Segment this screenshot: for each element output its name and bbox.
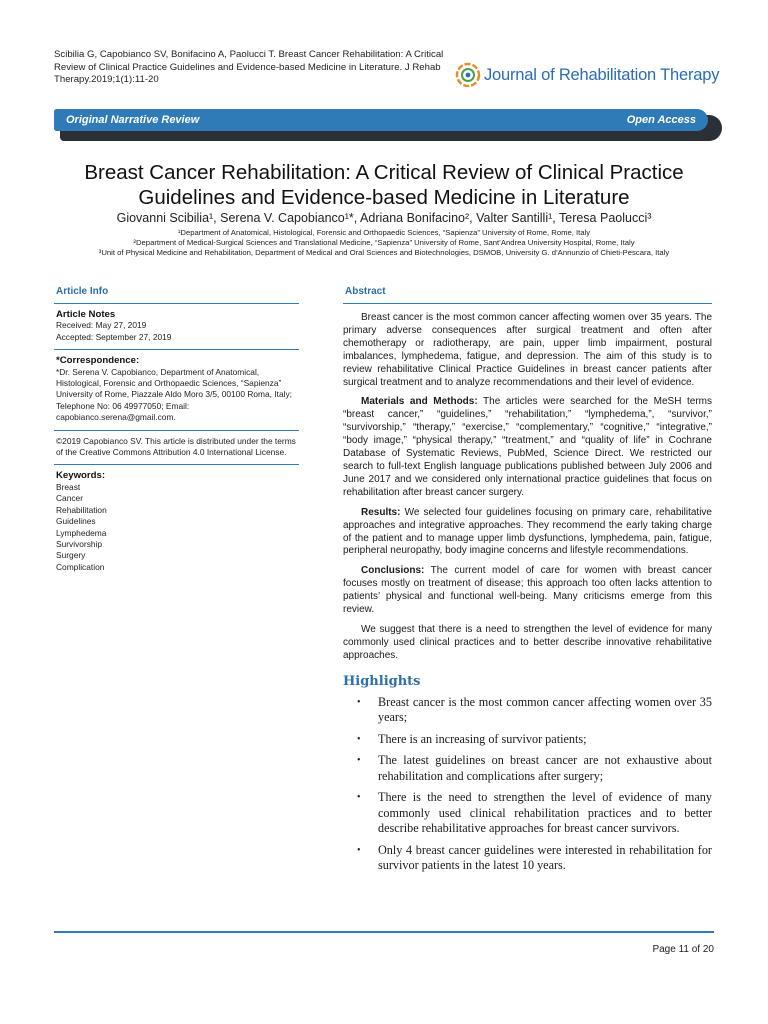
results-text: We selected four guidelines focusing on primary care, rehabilitative approaches and integrative approaches. They recommend the early taking charge of the patient and to manage upper limb dysfunctions, lymphedema, pain, fatigue, peripheral neuropathy, body imagine concerns and lifestyle recommendations.: [343, 506, 712, 557]
correspondence-text: *Dr. Serena V. Capobianco, Department of Anatomical, Histological, Forensic and Orthopaedic Sciences, “Sapienza” University of Rome, Piazzale Aldo Moro 3/5, 00100 Roma, Italy; Telephone No: 06 49977050; Email: capobianco.serena@gmail.com.: [56, 366, 293, 423]
highlights-heading: Highlights: [343, 673, 421, 689]
bullet-icon: •: [357, 696, 361, 708]
abstract-conclusions: [343, 565, 712, 617]
highlights-list: [343, 695, 712, 874]
keyword: Rehabilitation: [56, 504, 107, 515]
article-type-label: Original Narrative Review: [66, 114, 200, 126]
affiliation-1: ¹Department of Anatomical, Histological, Forensic and Orthopaedic Sciences, “Sapienza” University of Rome, Rome, Italy: [177, 228, 591, 237]
citation-text: Scibilia G, Capobianco SV, Bonifacino A, Paolucci T. Breast Cancer Rehabilitation: A Critical Review of Clinical Practice Guidelines and Evidence-based Medicine in Literature. J Rehab Therapy.2019;1(1):11-20: [54, 49, 444, 85]
correspondence-section: [54, 350, 299, 430]
journal-name: Journal of Rehabilitation Therapy: [484, 65, 720, 84]
author-list: Giovanni Scibilia¹, Serena V. Capobianco¹*, Adriana Bonifacino², Valter Santilli¹, Teresa Paolucci³: [116, 211, 652, 225]
abstract-results: [343, 507, 712, 559]
methods-text: The articles were searched for the MeSH terms “breast cancer,” “guidelines,” “rehabilitation,” “lymphedema,”, “survivor,” “survivorship,” “therapy,” “exercise,” “complementary,” “cognitive,” “integrative,” “body image,” “physical therapy,” “treatment,” and “quality of life” in Cochrane Database of Systematic Reviews, PubMed, Science Direct. We restricted our search to full-text English language publications published between July 2006 and June 2017 and we considered only international practice guidelines that focus on rehabilitation after breast cancer surgery.: [343, 396, 712, 498]
article-type-banner: [54, 109, 722, 141]
page-number: Page 11 of 20: [652, 944, 714, 955]
bullet-icon: •: [357, 792, 361, 804]
abstract-intro: Breast cancer is the most common cancer affecting women over 35 years. The primary adverse consequences after surgical treatment and often after chemotherapy or radiotherapy, are pain, upper limb impairment, postural imbalances, lymphedema, fatigue, and depression. The aim of this study is to review rehabilitative Clinical Practice Guidelines in breast cancer patients after surgical treatment and to analyze recommendations and their level of evidence.: [343, 312, 712, 388]
bullet-icon: •: [357, 844, 361, 856]
highlight-item: • There is the need to strengthen the level of evidence of many commonly used clinical rehabilitation practices and to better describe rehabilitative approaches for breast cancer survivors.: [357, 790, 712, 836]
license-section: [54, 431, 299, 466]
article-info-column: [54, 284, 299, 579]
results-label: Results:: [361, 506, 401, 518]
highlight-item: • Breast cancer is the most common cancer affecting women over 35 years;: [357, 694, 712, 725]
highlight-item: • Only 4 breast cancer guidelines were interested in rehabilitation for survivor patients in the latest 10 years.: [357, 842, 712, 873]
keyword: Survivorship: [56, 538, 103, 549]
open-access-label: Open Access: [626, 114, 696, 126]
footer-divider: [54, 931, 714, 933]
abstract-heading: Abstract: [343, 284, 712, 304]
conclusions-text: The current model of care for women with breast cancer focuses mostly on treatment of disease; this approach too often lacks attention to patients’ physical and functional well-being. Many criticisms emerge from this review.: [343, 565, 712, 616]
affiliations: [46, 228, 722, 259]
abstract-body: [343, 312, 712, 663]
conclusions-label: Conclusions:: [361, 565, 425, 577]
article-notes-label: Article Notes: [56, 309, 116, 320]
article-info-heading: Article Info: [54, 284, 299, 304]
article-notes-section: [54, 304, 299, 350]
highlight-item: • There is an increasing of survivor patients;: [357, 731, 587, 746]
abstract-column: [343, 284, 712, 880]
affiliation-3: ³Unit of Physical Medicine and Rehabilitation, Department of Medical and Oral Sciences and Biotechnologies, DSMOB, University G. d’Annunzio of Chieti-Pescara, Italy: [98, 248, 670, 258]
journal-brand: [455, 62, 719, 88]
keyword: Complication: [56, 561, 105, 572]
jrt-logo-icon: [455, 62, 481, 88]
received-date: Received: May 27, 2019: [56, 320, 147, 331]
license-text: ©2019 Capobianco SV. This article is distributed under the terms of the Creative Commons Attribution 4.0 International License.: [56, 435, 296, 458]
bullet-icon: •: [357, 755, 361, 767]
keyword: Breast: [56, 481, 81, 492]
bullet-icon: •: [357, 733, 361, 745]
keyword: Surgery: [56, 550, 86, 561]
keyword: Cancer: [56, 493, 83, 504]
article-title: Breast Cancer Rehabilitation: A Critical Review of Clinical Practice Guidelines and Evidence-based Medicine in Literature: [84, 161, 684, 209]
keywords-section: [54, 465, 299, 579]
keywords-label: Keywords:: [56, 470, 106, 482]
keyword: Guidelines: [56, 516, 96, 527]
correspondence-label: *Correspondence:: [56, 355, 140, 367]
abstract-methods: [343, 396, 712, 499]
abstract-closing: We suggest that there is a need to strengthen the level of evidence for many commonly used clinical practices and to better describe innovative rehabilitative approaches.: [343, 623, 712, 661]
keyword: Lymphedema: [56, 527, 107, 538]
highlight-item: • The latest guidelines on breast cancer are not exhaustive about rehabilitation and complications after surgery;: [357, 753, 712, 783]
methods-label: Materials and Methods:: [361, 396, 478, 408]
banner-bar: [54, 109, 708, 131]
accepted-date: Accepted: September 27, 2019: [56, 331, 172, 342]
affiliation-2: ²Department of Medical-Surgical Sciences and Translational Medicine, “Sapienza” University of Rome, Sant’Andrea University Hospital, Rome, Italy: [133, 238, 635, 248]
